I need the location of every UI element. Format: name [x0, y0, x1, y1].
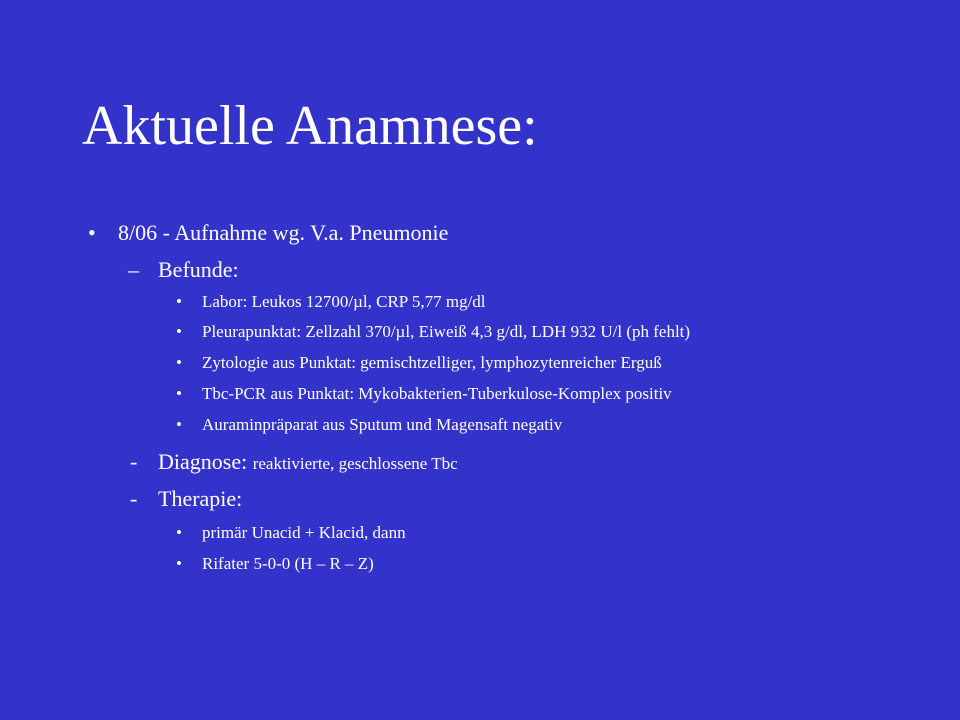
befunde-label: Befunde:	[158, 257, 239, 282]
list-item: Labor: Leukos 12700/µl, CRP 5,77 mg/dl	[202, 292, 486, 311]
bullet-icon: •	[176, 415, 182, 434]
diagnose-text: reaktivierte, geschlossene Tbc	[252, 454, 458, 473]
list-item: Pleurapunktat: Zellzahl 370/µl, Eiweiß 4,3 g/dl, LDH 932 U/l (ph fehlt)	[202, 322, 691, 341]
bullet-icon: •	[176, 292, 182, 311]
bullet-main-text: 8/06 - Aufnahme wg. V.a. Pneumonie	[118, 220, 449, 245]
list-item: Tbc-PCR aus Punktat: Mykobakterien-Tuberkulose-Komplex positiv	[202, 384, 672, 403]
list-item: Rifater 5-0-0 (H – R – Z)	[202, 554, 374, 573]
diagnose-line	[158, 449, 458, 477]
bullet-icon: •	[176, 384, 182, 403]
bullet-icon: •	[176, 523, 182, 542]
list-item: Zytologie aus Punktat: gemischtzelliger, lymphozytenreicher Erguß	[202, 353, 662, 372]
dash-icon: -	[130, 449, 138, 474]
diagnose-label: Diagnose:	[158, 449, 248, 474]
list-item: primär Unacid + Klacid, dann	[202, 523, 406, 542]
bullet-icon: •	[176, 554, 182, 573]
dash-icon: -	[130, 486, 138, 511]
therapie-label: Therapie:	[158, 486, 243, 511]
bullet-icon: •	[176, 322, 182, 341]
list-item: Auraminpräparat aus Sputum und Magensaft negativ	[202, 415, 563, 434]
bullet-icon: •	[88, 220, 96, 245]
dash-icon: –	[128, 257, 139, 282]
bullet-icon: •	[176, 353, 182, 372]
slide-title: Aktuelle Anamnese:	[82, 95, 538, 157]
